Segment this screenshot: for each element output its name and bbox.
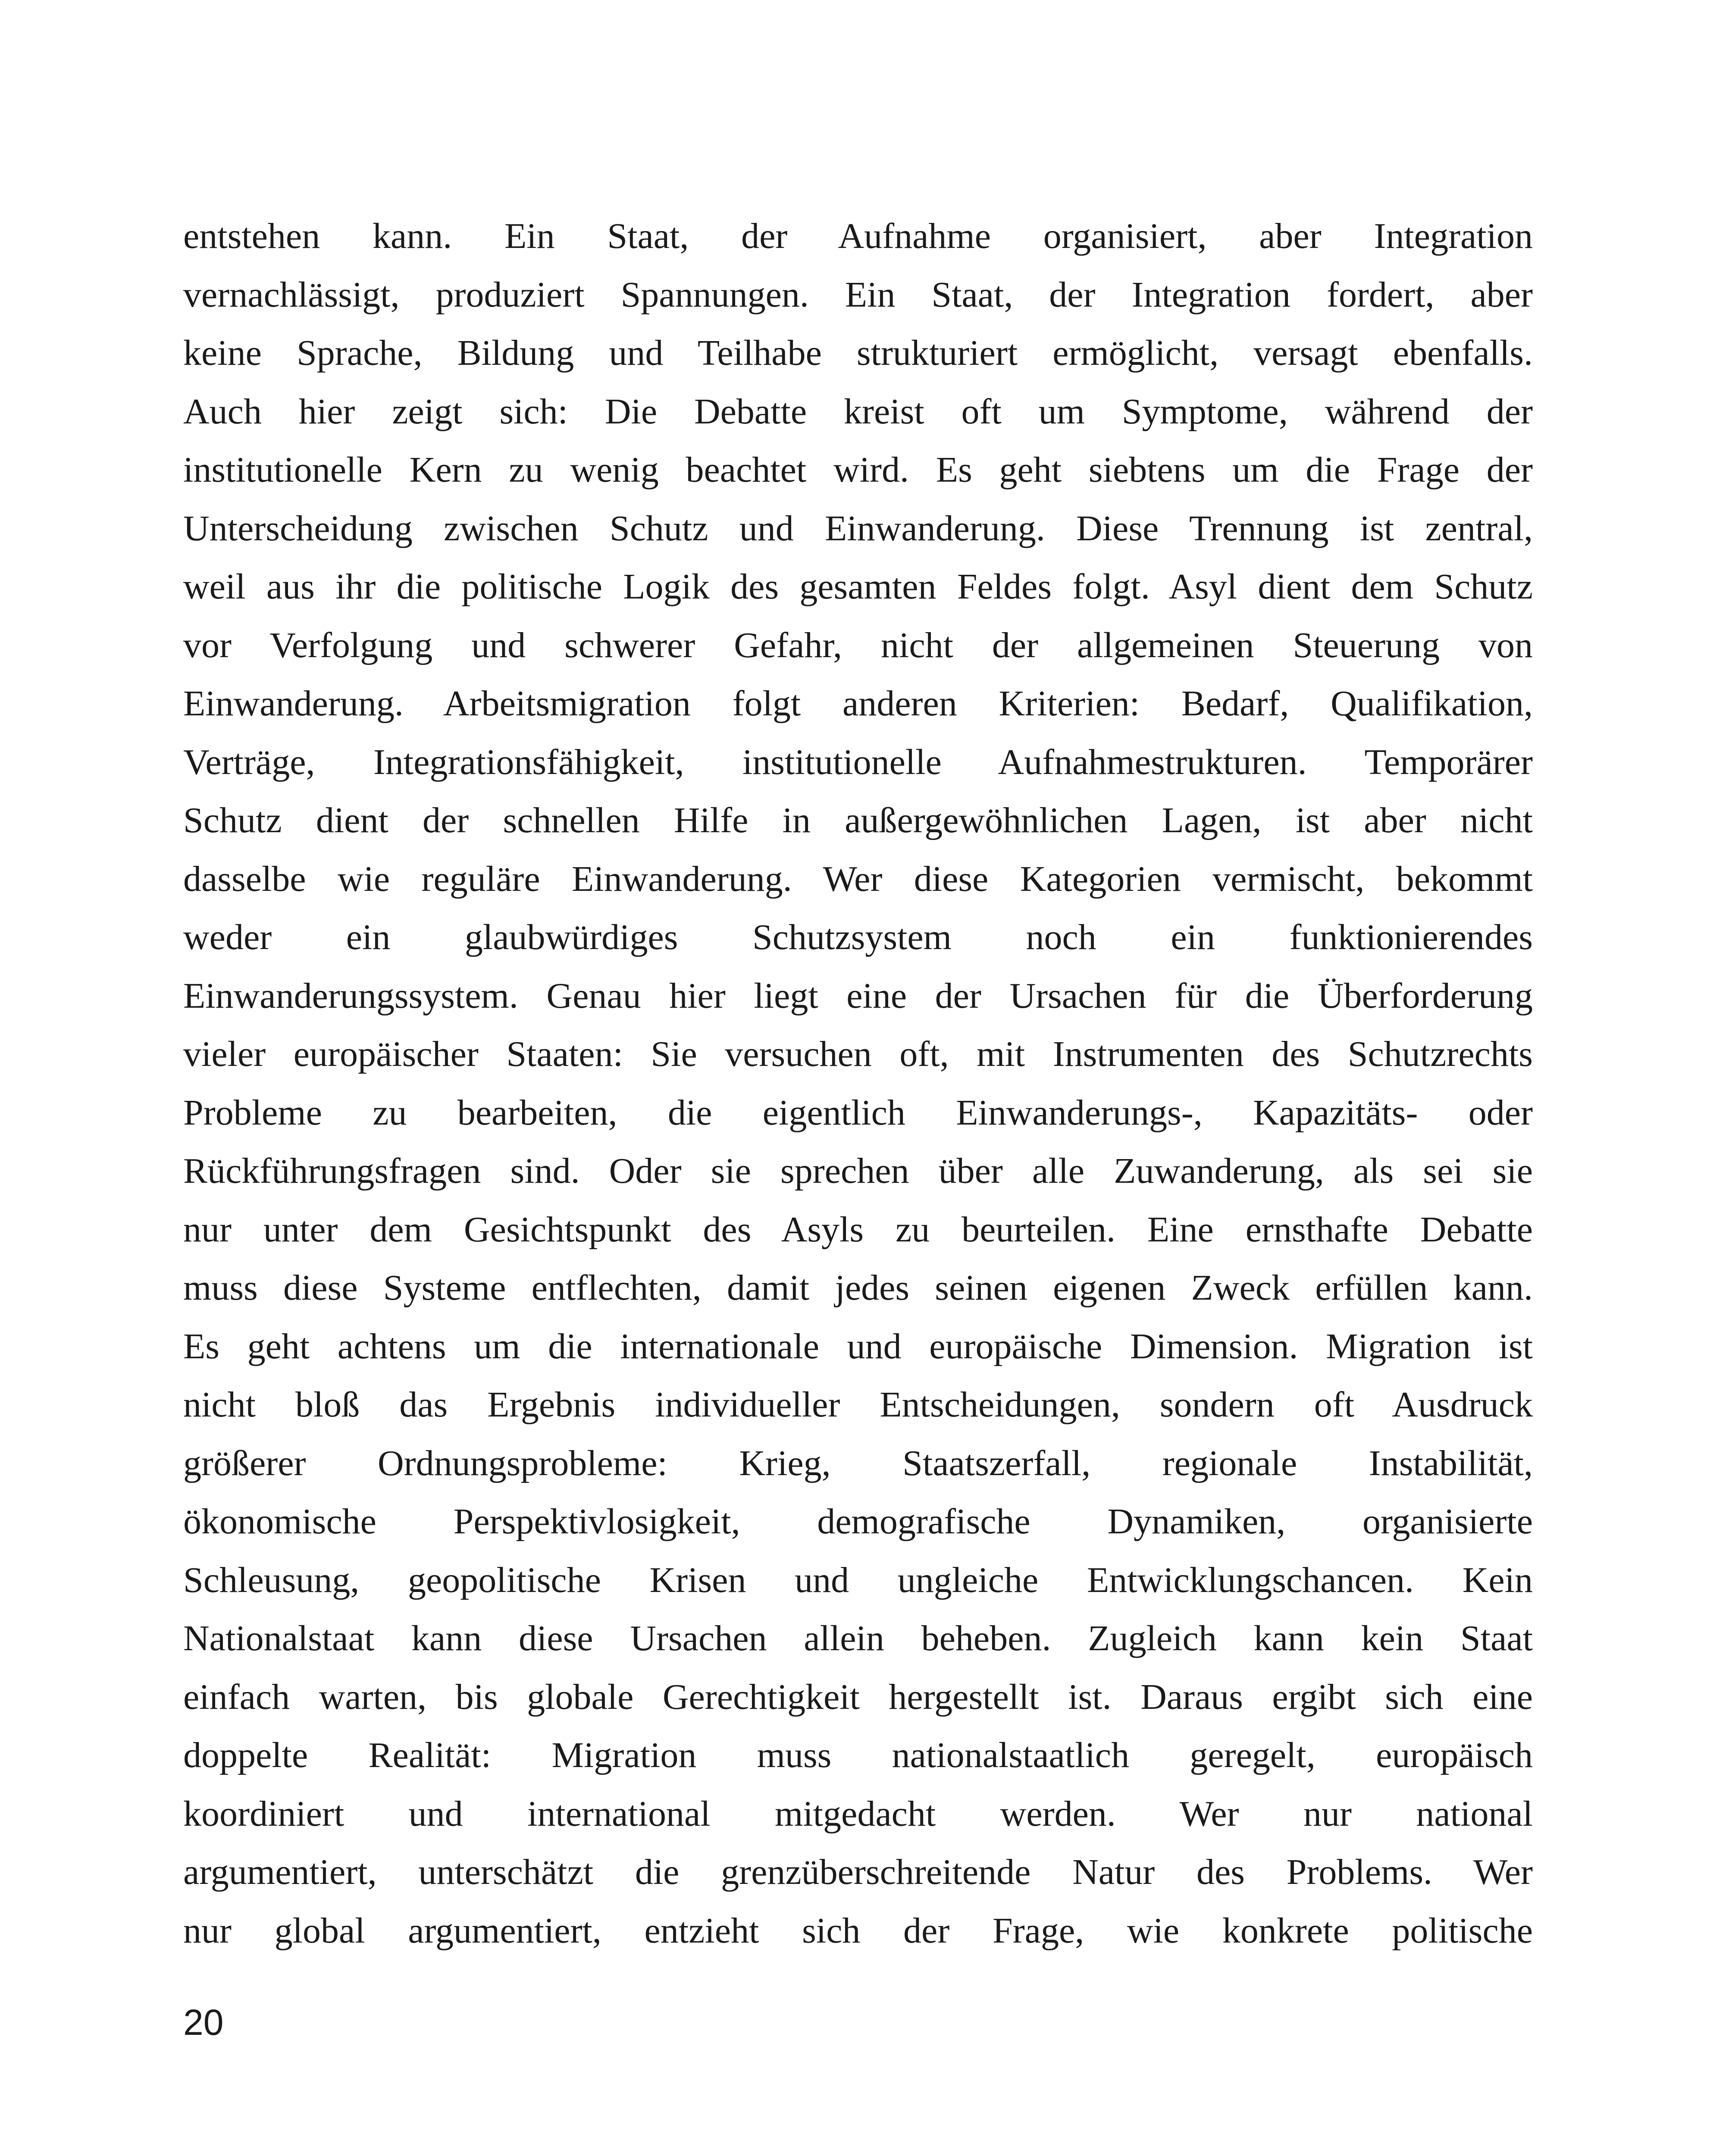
- text-line: vor Verfolgung und schwerer Gefahr, nicht der allgemeinen Steuerung von: [183, 625, 1533, 665]
- text-line: Es geht achtens um die internationale und europäische Dimension. Migration ist: [183, 1326, 1533, 1366]
- text-line: nur unter dem Gesichtspunkt des Asyls zu beurteilen. Eine ernsthafte Debatte: [183, 1209, 1533, 1250]
- page-number: 20: [183, 2002, 224, 2043]
- text-line: nur global argumentiert, entzieht sich der Frage, wie konkrete politische: [183, 1910, 1533, 1951]
- text-line: weil aus ihr die politische Logik des gesamten Feldes folgt. Asyl dient dem Schutz: [183, 567, 1533, 607]
- text-line: Nationalstaat kann diese Ursachen allein beheben. Zugleich kann kein Staat: [183, 1618, 1533, 1658]
- text-line: argumentiert, unterschätzt die grenzüberschreitende Natur des Problems. Wer: [183, 1852, 1533, 1892]
- text-line: einfach warten, bis globale Gerechtigkeit hergestellt ist. Daraus ergibt sich eine: [183, 1677, 1533, 1717]
- text-line: vieler europäischer Staaten: Sie versuchen oft, mit Instrumenten des Schutzrechts: [183, 1034, 1533, 1074]
- text-line: nicht bloß das Ergebnis individueller Entscheidungen, sondern oft Ausdruck: [183, 1385, 1533, 1425]
- text-line: entstehen kann. Ein Staat, der Aufnahme organisiert, aber Integration: [183, 216, 1533, 256]
- text-line: Verträge, Integrationsfähigkeit, institutionelle Aufnahmestrukturen. Temporärer: [183, 742, 1533, 782]
- text-line: Schleusung, geopolitische Krisen und ungleiche Entwicklungschancen. Kein: [183, 1560, 1533, 1600]
- text-line: doppelte Realität: Migration muss nationalstaatlich geregelt, europäisch: [183, 1735, 1533, 1775]
- text-line: institutionelle Kern zu wenig beachtet wird. Es geht siebtens um die Frage der: [183, 450, 1533, 490]
- text-line: Unterscheidung zwischen Schutz und Einwanderung. Diese Trennung ist zentral,: [183, 508, 1533, 548]
- text-line: Rückführungsfragen sind. Oder sie sprechen über alle Zuwanderung, als sei sie: [183, 1151, 1533, 1191]
- text-line: keine Sprache, Bildung und Teilhabe strukturiert ermöglicht, versagt ebenfalls.: [183, 333, 1533, 373]
- text-line: Auch hier zeigt sich: Die Debatte kreist oft um Symptome, während der: [183, 391, 1533, 432]
- text-line: Einwanderung. Arbeitsmigration folgt anderen Kriterien: Bedarf, Qualifikation,: [183, 683, 1533, 724]
- text-line: größerer Ordnungsprobleme: Krieg, Staatszerfall, regionale Instabilität,: [183, 1443, 1533, 1483]
- text-line: Schutz dient der schnellen Hilfe in außergewöhnlichen Lagen, ist aber nicht: [183, 800, 1533, 840]
- text-line: dasselbe wie reguläre Einwanderung. Wer diese Kategorien vermischt, bekommt: [183, 859, 1533, 899]
- text-line: koordiniert und international mitgedacht werden. Wer nur national: [183, 1793, 1533, 1834]
- text-line: weder ein glaubwürdiges Schutzsystem noch ein funktionierendes: [183, 917, 1533, 957]
- text-line: Einwanderungssystem. Genau hier liegt eine der Ursachen für die Überforderung: [183, 975, 1533, 1016]
- text-line: vernachlässigt, produziert Spannungen. Ein Staat, der Integration fordert, aber: [183, 274, 1533, 315]
- body-text: [183, 207, 1533, 1960]
- text-line: ökonomische Perspektivlosigkeit, demografische Dynamiken, organisierte: [183, 1501, 1533, 1542]
- text-line: muss diese Systeme entflechten, damit jedes seinen eigenen Zweck erfüllen kann.: [183, 1268, 1533, 1308]
- text-line: Probleme zu bearbeiten, die eigentlich Einwanderungs-, Kapazitäts- oder: [183, 1092, 1533, 1133]
